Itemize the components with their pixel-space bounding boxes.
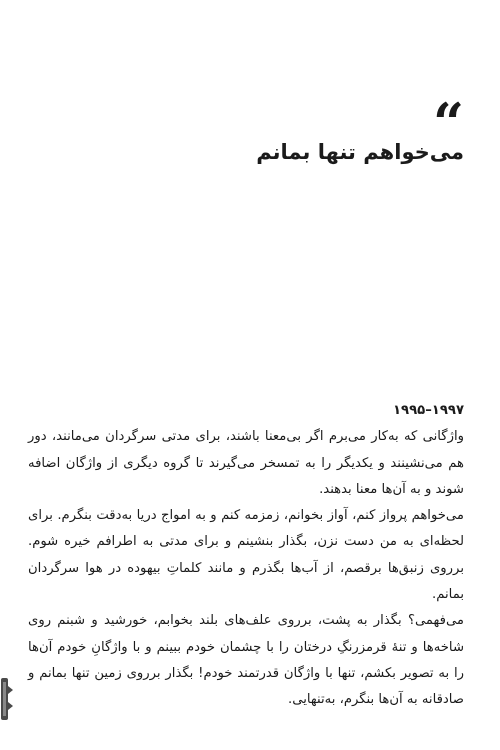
poem-body [28,398,464,714]
poem-paragraph-3: می‌فهمی؟ بگذار به پشت، برروی علف‌های بلند بخوابم، خورشید و شبنم روی شاخه‌ها و تنهٔ قرمزرنگِ درختان را با چشمان خودم ببینم و با واژگانِ خودم آن‌ها را به تصویر بکشم، تنها با واژگان قدرتمند خودم! بگذار برروی زمین تنها بمانم و صادقانه به آن‌ها بنگرم، به‌تنهایی. [28,613,464,708]
chapter-title: می‌خواهم تنها بمانم [256,140,464,164]
poem-paragraph-1: واژگانی که به‌کار می‌برم اگر بی‌معنا باشند، برای مدتی سرگردان می‌مانند، دور هم می‌نشینند و یکدیگر را به تمسخر می‌گیرند تا گروه دیگری از واژگان اضافه شوند و به آن‌ها معنا بدهند. [28,429,464,497]
poem-year: ۱۹۹۷–۱۹۹۵ [393,403,464,418]
poem-paragraph-2: می‌خواهم پرواز کنم، آواز بخوانم، زمزمه کنم و به امواج دریا به‌دقت بنگرم. برای لحظه‌ای به من دست نزن، بگذار بنشینم و برای مدتی به اطرافم خیره شوم. برروی زنبق‌ها برقصم، از آب‌ها بگذرم و مانند کلماتِ بیهوده در هوا سرگردان بمانم. [28,508,464,603]
publisher-logo-icon [0,676,14,722]
quote-mark: “ [432,91,464,155]
